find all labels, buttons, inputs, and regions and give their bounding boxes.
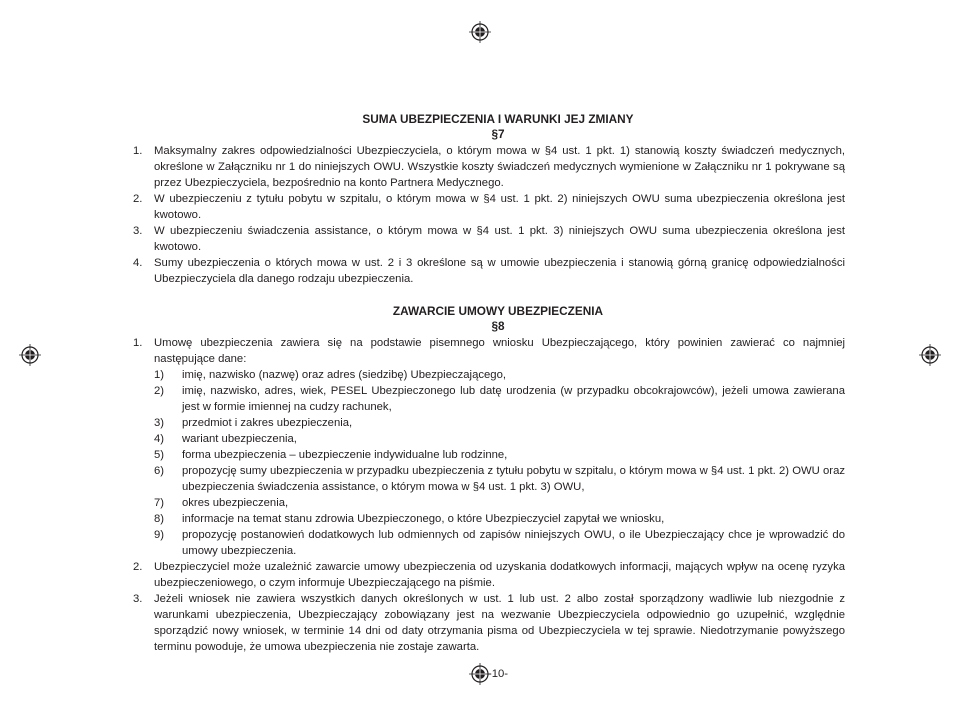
sub-item-text: okres ubezpieczenia,: [182, 497, 289, 509]
sub-list-item: [133, 431, 845, 447]
sub-item-text: propozycję postanowień dodatkowych lub odmiennych od zapisów niniejszych OWU, o ile Ubezpieczający chce je wprowadzić do umowy ubezpieczenia.: [182, 529, 845, 557]
sub-list-item: [133, 463, 845, 495]
item-text: Jeżeli wniosek nie zawiera wszystkich danych określonych w ust. 1 lub ust. 2 albo został sporządzony wadliwie lub niezgodnie z warunkami ubezpieczenia, Ubezpieczający zobowiązany jest na wezwanie Ubezpieczyciela odpowiednio go uzupełnić, względnie sporządzić nowy wniosek, w terminie 14 dni od daty otrzymania pisma od Ubezpieczyciela w tej sprawie. Niedotrzymanie powyższego terminu powoduje, że umowa ubezpieczenia nie zostaje zawarta.: [154, 593, 845, 653]
sub-item-text: imię, nazwisko (nazwę) oraz adres (siedzibę) Ubezpieczającego,: [182, 369, 506, 381]
section-title: ZAWARCIE UMOWY UBEZPIECZENIA: [392, 304, 604, 318]
item-number: 1.: [133, 145, 143, 157]
sub-item-number: 3): [154, 417, 165, 429]
sub-item-number: 1): [154, 369, 165, 381]
item-number: 4.: [133, 257, 143, 269]
registration-mark-left-icon: [19, 344, 41, 366]
sub-list-item: [133, 383, 845, 415]
item-number: 3.: [133, 225, 143, 237]
item-text: Sumy ubezpieczenia o których mowa w ust. 2 i 3 określone są w umowie ubezpieczenia i stanowią górną granicę odpowiedzialności Ubezpieczyciela dla danego rodzaju ubezpieczenia.: [154, 257, 845, 285]
item-text: W ubezpieczeniu świadczenia assistance, o którym mowa w §4 ust. 1 pkt. 3) niniejszych OWU suma ubezpieczenia określona jest kwotowo.: [154, 225, 845, 253]
item-text: W ubezpieczeniu z tytułu pobytu w szpitalu, o którym mowa w §4 ust. 1 pkt. 2) niniejszych OWU suma ubezpieczenia określona jest kwotowo.: [154, 193, 845, 221]
sub-item-number: 4): [154, 433, 165, 445]
list-item: [133, 591, 845, 655]
sub-list-item: [133, 367, 845, 383]
sub-item-number: 8): [154, 513, 165, 525]
item-number: 1.: [133, 337, 143, 349]
sub-item-text: forma ubezpieczenia – ubezpieczenie indywidualne lub rodzinne,: [182, 449, 508, 461]
item-text: Umowę ubezpieczenia zawiera się na podstawie pisemnego wniosku Ubezpieczającego, który powinien zawierać co najmniej następujące dane:: [154, 337, 845, 365]
list-item: [133, 559, 845, 591]
section-title: SUMA UBEZPIECZENIA I WARUNKI JEJ ZMIANY: [362, 112, 634, 126]
list-item: [133, 255, 845, 287]
sub-item-text: informacje na temat stanu zdrowia Ubezpieczonego, o które Ubezpieczyciel zapytał we wniosku,: [182, 513, 665, 525]
page-number: -10-: [487, 668, 509, 680]
sub-item-number: 7): [154, 497, 165, 509]
sub-item-text: imię, nazwisko, adres, wiek, PESEL Ubezpieczonego lub datę urodzenia (w przypadku obcokrajowców), jeżeli umowa zawierana jest w formie imiennej na cudzy rachunek,: [182, 385, 845, 413]
registration-mark-top-icon: [469, 21, 491, 43]
paragraph-number: §8: [491, 319, 505, 333]
sub-item-text: przedmiot i zakres ubezpieczenia,: [182, 417, 353, 429]
item-number: 2.: [133, 561, 143, 573]
sub-list-item: [133, 511, 845, 527]
registration-mark-right-icon: [919, 344, 941, 366]
list-item: [133, 223, 845, 255]
item-number: 2.: [133, 193, 143, 205]
sub-list-item: [133, 527, 845, 559]
sub-item-number: 5): [154, 449, 165, 461]
sub-list-item: [133, 495, 845, 511]
sub-item-number: 9): [154, 529, 165, 541]
sub-item-text: wariant ubezpieczenia,: [182, 433, 297, 445]
item-number: 3.: [133, 593, 143, 605]
list-item: [133, 143, 845, 191]
sub-item-number: 6): [154, 465, 165, 477]
sub-item-text: propozycję sumy ubezpieczenia w przypadku ubezpieczenia z tytułu pobytu w szpitalu, o którym mowa w §4 ust. 1 pkt. 2) OWU oraz ubezpieczenia świadczenia assistance, o którym mowa w §4 ust. 1 pkt. 3) OWU,: [182, 465, 845, 493]
item-text: Maksymalny zakres odpowiedzialności Ubezpieczyciela, o którym mowa w §4 ust. 1 pkt. 1) stanowią koszty świadczeń medycznych, określone w Załączniku nr 1 do niniejszych OWU. Wszystkie koszty świadczeń medycznych wymienione w Załączniku nr 1 pokrywane są przez Ubezpieczyciela, bezpośrednio na konto Partnera Medycznego.: [154, 145, 845, 189]
sub-list-item: [133, 447, 845, 463]
item-text: Ubezpieczyciel może uzależnić zawarcie umowy ubezpieczenia od uzyskania dodatkowych informacji, mających wpływ na ocenę ryzyka ubezpieczeniowego, o czym informuje Ubezpieczającego na piśmie.: [154, 561, 845, 589]
sub-list-item: [133, 415, 845, 431]
paragraph-number: §7: [491, 127, 505, 141]
document-page: [133, 112, 845, 682]
list-item: [133, 191, 845, 223]
list-item: [133, 335, 845, 367]
sub-item-number: 2): [154, 385, 165, 397]
